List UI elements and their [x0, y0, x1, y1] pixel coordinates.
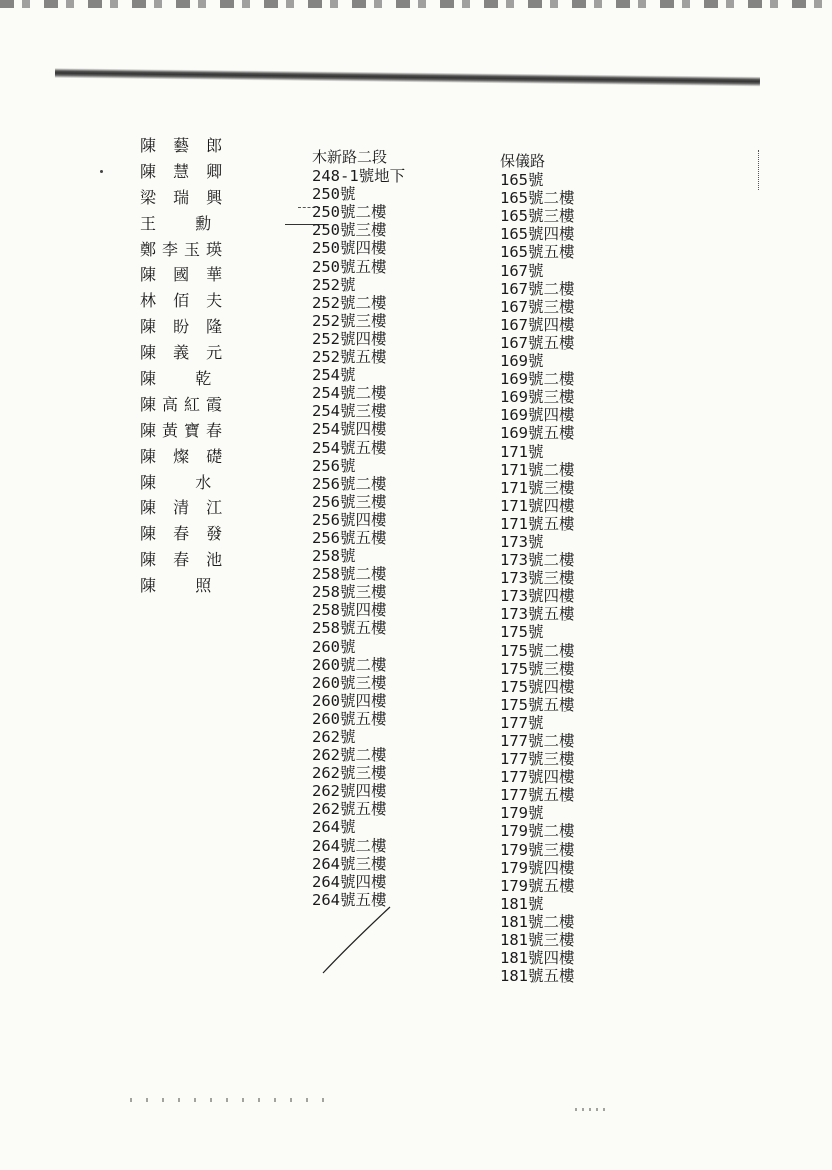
- name-entry: 陳 春 池: [140, 550, 229, 570]
- address-entry: 254號: [312, 366, 356, 385]
- address-entry: 169號三樓: [500, 388, 575, 407]
- address-entry: 250號: [312, 185, 356, 204]
- address-entry: 167號四樓: [500, 315, 575, 334]
- address-entry: 169號五樓: [500, 424, 575, 443]
- name-entry: 陳 國 華: [140, 265, 229, 285]
- name-entry: 陳 義 元: [140, 343, 229, 363]
- address-entry: 175號四樓: [500, 677, 575, 696]
- address-entry: 260號五樓: [312, 709, 387, 728]
- address-entry: 165號三樓: [500, 207, 575, 226]
- name-entry: 陳 乾: [140, 369, 218, 389]
- address-entry: 256號三樓: [312, 492, 387, 511]
- address-entry: 181號: [500, 894, 544, 913]
- address-entry: 177號二樓: [500, 732, 575, 750]
- scan-artifact-bottom: [130, 1098, 330, 1102]
- address-entry: 258號五樓: [312, 619, 387, 638]
- address-entry: 264號五樓: [312, 890, 387, 909]
- address-entry: 248-1號地下: [312, 167, 406, 186]
- address-entry: 171號四樓: [500, 496, 575, 515]
- name-entry: 陳 藝 郎: [140, 136, 229, 155]
- address-entry: 165號二樓: [500, 189, 575, 208]
- address-entry: 262號四樓: [312, 782, 387, 801]
- address-entry: 181號三樓: [500, 931, 575, 950]
- address-entry: 258號: [312, 547, 356, 566]
- address-entry: 250號五樓: [312, 257, 387, 276]
- address-entry: 264號二樓: [312, 836, 387, 855]
- scan-artifact-top: [0, 0, 832, 8]
- address-entry: 165號: [500, 171, 544, 190]
- address-entry: 262號二樓: [312, 746, 387, 765]
- address-entry: 175號二樓: [500, 641, 575, 660]
- address-entry: 173號: [500, 532, 544, 551]
- margin-dot: [100, 170, 103, 173]
- address-entry: 177號四樓: [500, 768, 575, 787]
- name-entry: 陳高紅霞: [140, 394, 229, 414]
- address-entry: 254號四樓: [312, 420, 387, 439]
- address-entry: 173號四樓: [500, 587, 575, 606]
- address-entry: 173號三樓: [500, 569, 575, 588]
- address-entry: 169號四樓: [500, 406, 575, 425]
- name-entry: 陳 照: [140, 576, 218, 596]
- address-entry: 258號三樓: [312, 583, 387, 602]
- name-entry: 陳 水: [140, 472, 218, 492]
- name-entry: 陳 盼 隆: [140, 317, 229, 337]
- address-entry: 260號四樓: [312, 691, 387, 710]
- horizontal-rule: [55, 68, 760, 87]
- address-entry: 169號二樓: [500, 370, 575, 389]
- address-entry: 171號五樓: [500, 514, 575, 533]
- name-entry: 陳 燦 礎: [140, 446, 229, 466]
- name-entry: 陳 清 江: [140, 498, 229, 518]
- address-entry: 256號五樓: [312, 528, 387, 547]
- address-entry: 250號四樓: [312, 239, 387, 258]
- address-entry: 254號二樓: [312, 384, 387, 403]
- address-entry: 256號: [312, 456, 356, 475]
- address-entry: 260號: [312, 637, 356, 656]
- address-entry: 262號三樓: [312, 764, 387, 783]
- address-entry: 181號二樓: [500, 912, 575, 931]
- address-entry: 179號五樓: [500, 876, 575, 895]
- address-entry: 264號四樓: [312, 872, 387, 891]
- address-entry: 250號三樓: [312, 221, 387, 240]
- address-entry: 179號四樓: [500, 858, 575, 877]
- name-entry: 鄭李玉瑛: [140, 239, 229, 259]
- address-entry: 173號五樓: [500, 605, 575, 624]
- address-entry: 250號二樓: [312, 203, 387, 222]
- name-entry: 陳 慧 卿: [140, 161, 229, 181]
- address-entry: 171號二樓: [500, 460, 575, 479]
- address-entry: 165號五樓: [500, 243, 575, 262]
- column-header: 保儀路: [500, 152, 546, 170]
- address-entry: 254號五樓: [312, 438, 387, 457]
- address-entry: 169號: [500, 352, 544, 371]
- address-entry: 171號: [500, 442, 544, 461]
- address-column-muxin-road: [312, 148, 462, 909]
- address-entry: 177號: [500, 713, 544, 732]
- column-header: 木新路二段: [312, 148, 388, 166]
- address-entry: 252號: [312, 275, 356, 294]
- address-entry: 175號: [500, 623, 544, 642]
- address-entry: 167號: [500, 261, 544, 280]
- address-column-baoyi-road: [500, 152, 630, 985]
- address-entry: 179號三樓: [500, 840, 575, 859]
- address-entry: 254號三樓: [312, 402, 387, 421]
- name-entry: 王 勳: [140, 213, 218, 233]
- name-entry: 梁 瑞 興: [140, 187, 229, 207]
- address-entry: 175號五樓: [500, 695, 575, 714]
- address-entry: 262號五樓: [312, 800, 387, 819]
- address-entry: 177號五樓: [500, 786, 575, 805]
- name-entry: 陳黃寶春: [140, 420, 229, 440]
- address-entry: 179號: [500, 804, 544, 823]
- scan-artifact-bottom: [575, 1108, 605, 1111]
- address-entry: 167號五樓: [500, 333, 575, 352]
- address-entry: 171號三樓: [500, 478, 575, 497]
- address-entry: 256號二樓: [312, 474, 387, 493]
- address-entry: 260號二樓: [312, 655, 387, 674]
- name-entry: 林 佰 夫: [140, 291, 229, 311]
- names-column: [140, 133, 250, 599]
- address-entry: 258號四樓: [312, 601, 387, 620]
- address-entry: 252號五樓: [312, 348, 387, 367]
- address-entry: 181號四樓: [500, 949, 575, 968]
- address-entry: 264號: [312, 818, 356, 837]
- address-entry: 260號三樓: [312, 673, 387, 692]
- address-entry: 167號三樓: [500, 297, 575, 316]
- address-entry: 252號四樓: [312, 329, 387, 348]
- address-entry: 177號三樓: [500, 750, 575, 769]
- address-entry: 262號: [312, 728, 356, 746]
- pen-stroke: [315, 905, 395, 980]
- address-entry: 179號二樓: [500, 822, 575, 841]
- address-entry: 181號五樓: [500, 967, 575, 986]
- address-entry: 167號二樓: [500, 279, 575, 298]
- name-entry: 陳 春 發: [140, 524, 229, 544]
- address-entry: 258號二樓: [312, 565, 387, 584]
- address-entry: 252號三樓: [312, 311, 387, 330]
- address-entry: 165號四樓: [500, 225, 575, 244]
- address-entry: 252號二樓: [312, 293, 387, 312]
- address-entry: 175號三樓: [500, 659, 575, 678]
- address-entry: 173號二樓: [500, 551, 575, 570]
- address-entry: 256號四樓: [312, 510, 387, 529]
- address-entry: 264號三樓: [312, 854, 387, 873]
- scan-edge-mark: [758, 150, 761, 190]
